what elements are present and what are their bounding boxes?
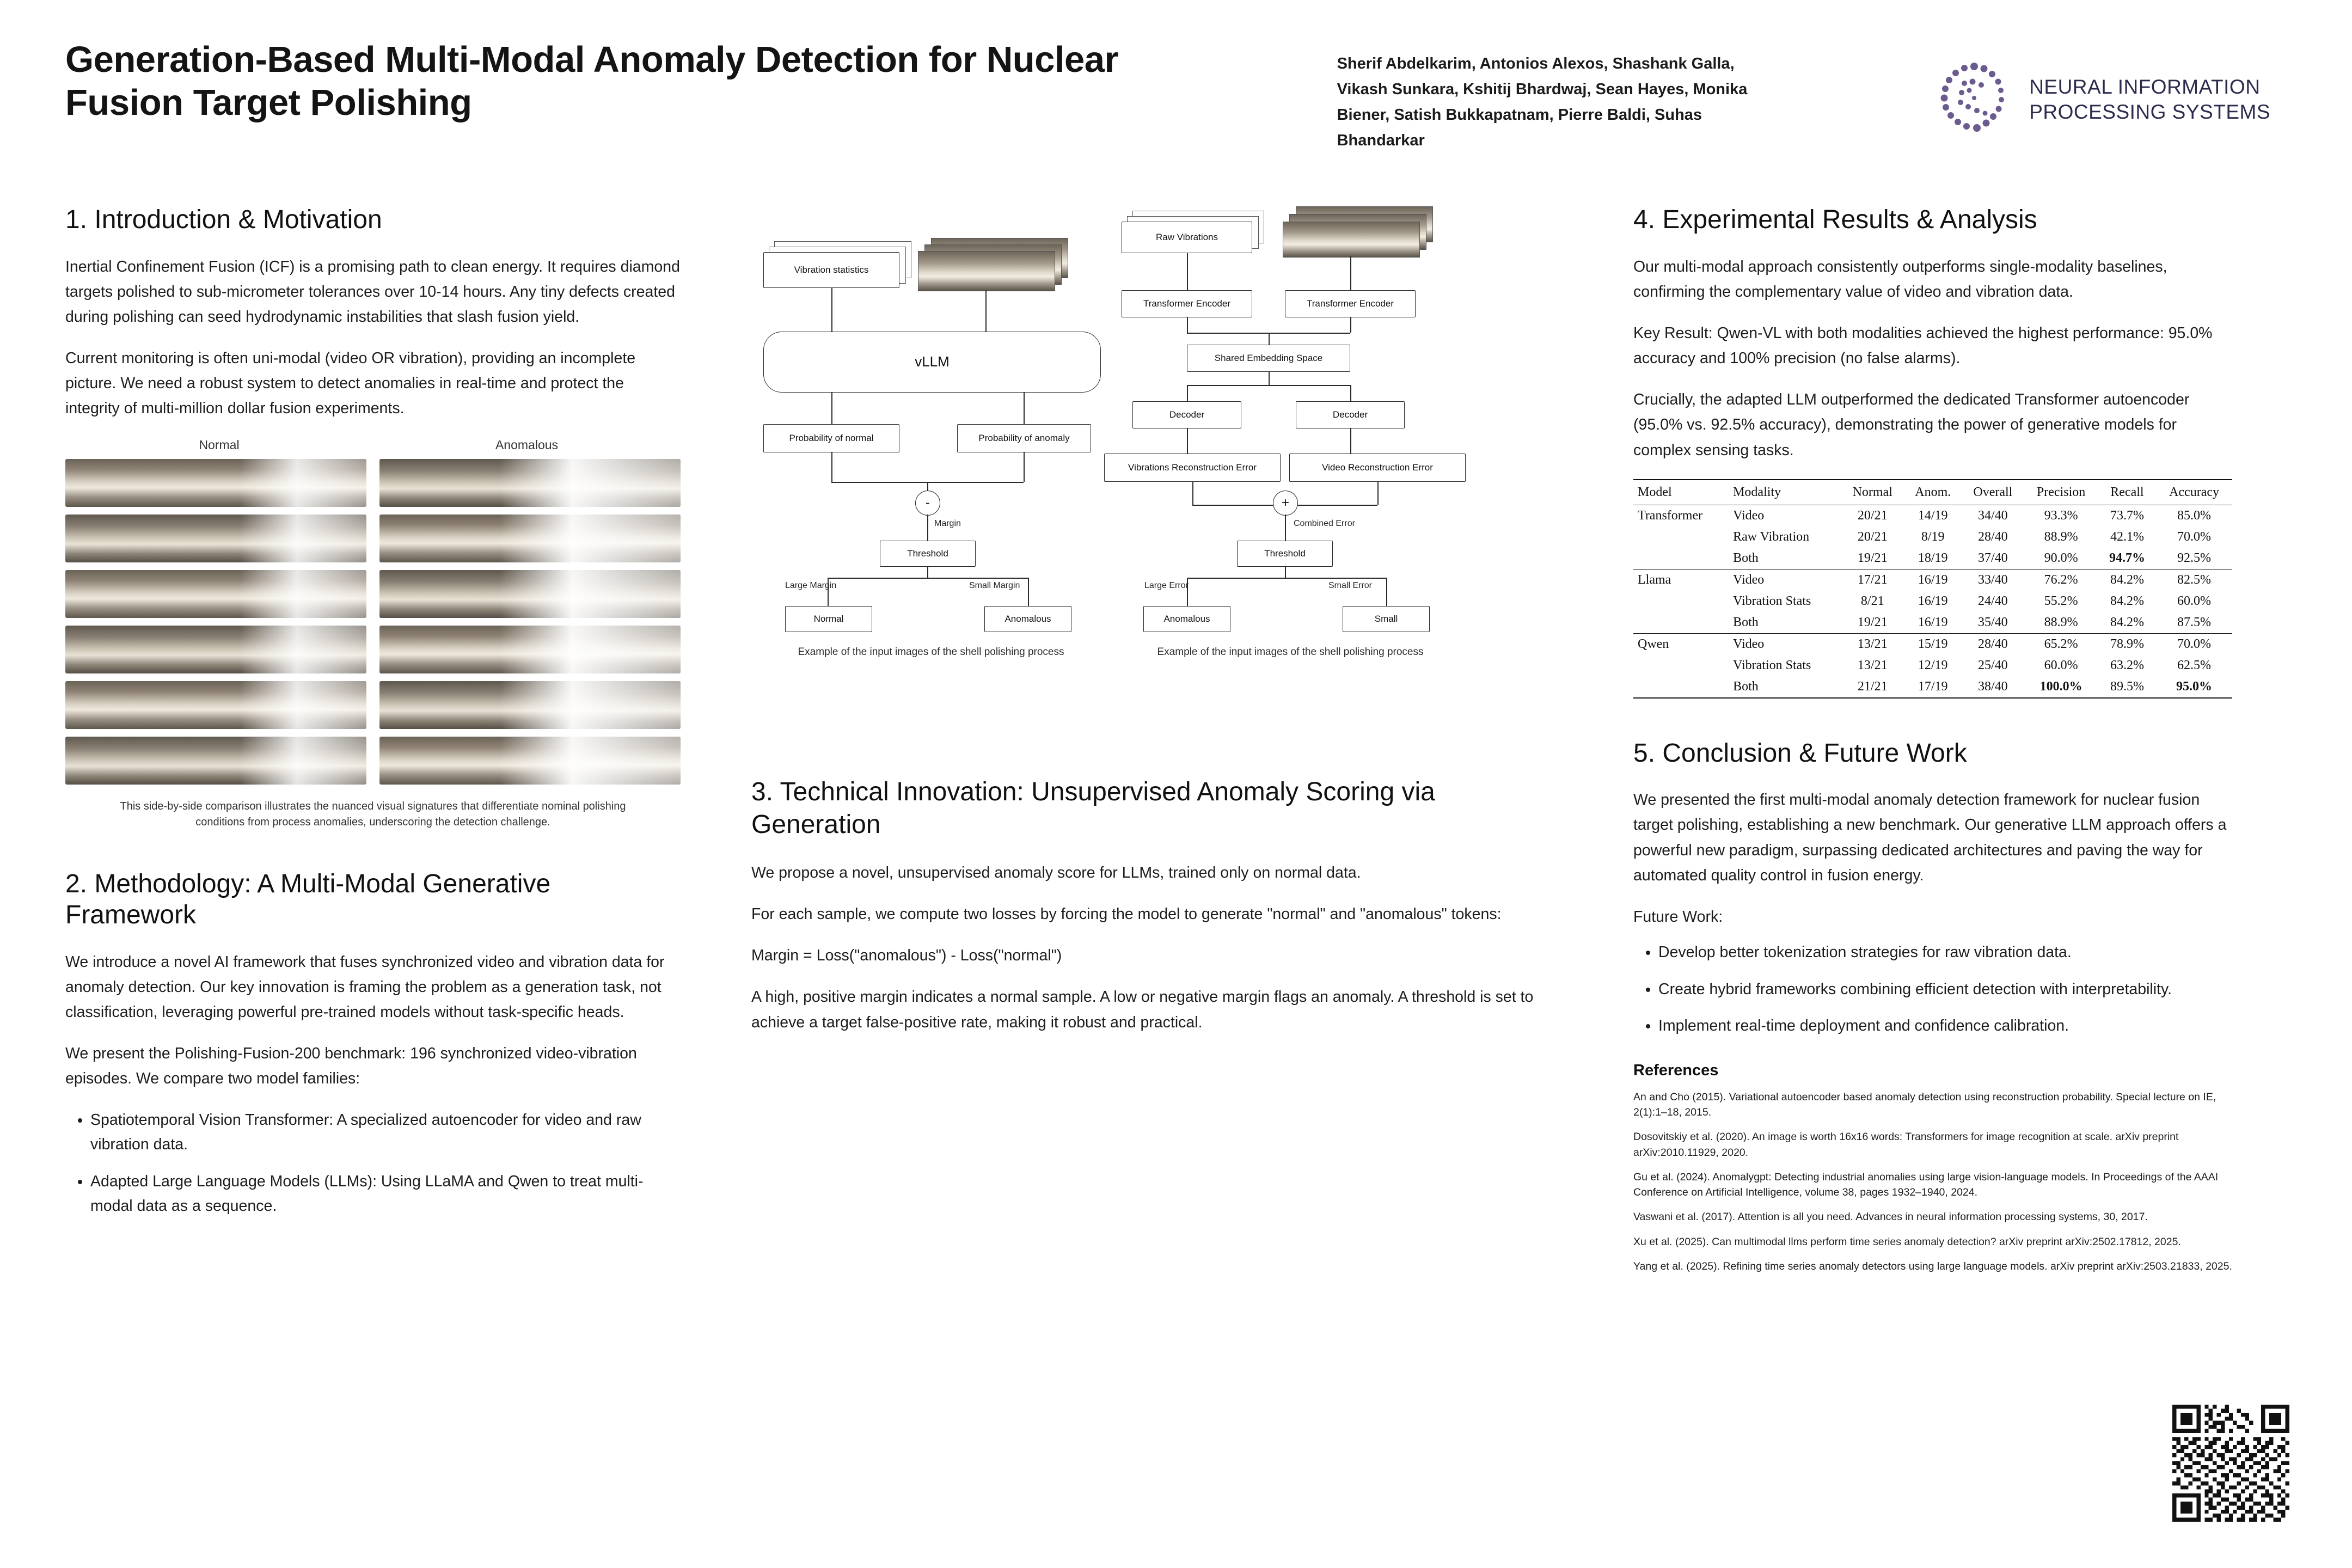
section-1-heading: 1. Introduction & Motivation bbox=[65, 205, 382, 234]
poster-header bbox=[65, 38, 2287, 174]
cell-modality: Both bbox=[1733, 615, 1759, 629]
col-anom: Anom. bbox=[1915, 485, 1951, 499]
architecture-diagram bbox=[751, 204, 1568, 716]
cell-overall: 33/40 bbox=[1978, 572, 2008, 587]
table-row bbox=[1633, 569, 2232, 591]
connector bbox=[1187, 385, 1350, 386]
cell-recall: 84.2% bbox=[2110, 593, 2144, 608]
col-precision: Precision bbox=[2036, 485, 2086, 499]
logo-line-1: NEURAL INFORMATION bbox=[2029, 75, 2261, 98]
table-row bbox=[1633, 676, 2232, 698]
connector bbox=[1024, 393, 1025, 424]
cell-model: Qwen bbox=[1638, 636, 1669, 651]
connector bbox=[1187, 578, 1386, 579]
cell-anom: 16/19 bbox=[1918, 572, 1948, 587]
connector bbox=[1350, 385, 1351, 401]
cell-model: Llama bbox=[1638, 572, 1671, 587]
connector bbox=[1028, 578, 1029, 606]
reference-item: Dosovitskiy et al. (2020). An image is worth 16x16 words: Transformers for image recognition at scale. arXiv preprint arXiv:2010.11929, 2020. bbox=[1633, 1131, 2179, 1159]
sample-frame bbox=[379, 459, 681, 507]
connector bbox=[828, 578, 1028, 579]
node-threshold-left: Threshold bbox=[880, 541, 976, 567]
col-accuracy: Accuracy bbox=[2169, 485, 2219, 499]
node-output-small: Small bbox=[1343, 606, 1430, 632]
node-shared-embedding-space: Shared Embedding Space bbox=[1187, 345, 1350, 372]
cell-normal: 19/21 bbox=[1857, 615, 1888, 629]
reference-item: Xu et al. (2025). Can multimodal llms perform time series anomaly detection? arXiv preprint arXiv:2502.17812, 2025. bbox=[1633, 1235, 2181, 1248]
connector bbox=[927, 567, 928, 578]
node-probability-anomaly: Probability of anomaly bbox=[957, 424, 1091, 452]
section-4-paragraph-3: Crucially, the adapted LLM outperformed the dedicated Transformer autoencoder (95.0% vs. 92.5% accuracy), demonstrating the power of generative models for complex sensing tasks. bbox=[1633, 391, 2190, 459]
column-right bbox=[1601, 204, 2232, 1283]
sample-frame bbox=[65, 737, 366, 785]
section-2-paragraph-1: We introduce a novel AI framework that fuses synchronized video and vibration data for anomaly detection. Our key innovation is framing the problem as a generation task, not classification, leveraging powerful pre-trained models without task-specific heads. bbox=[65, 953, 665, 1021]
node-vibration-statistics: Vibration statistics bbox=[763, 252, 899, 288]
table-row bbox=[1633, 612, 2232, 634]
cell-normal: 21/21 bbox=[1857, 679, 1888, 694]
cell-anom: 14/19 bbox=[1918, 508, 1948, 523]
node-decoder-left: Decoder bbox=[1132, 401, 1241, 428]
node-transformer-encoder-left: Transformer Encoder bbox=[1122, 290, 1252, 317]
cell-normal: 20/21 bbox=[1857, 529, 1888, 544]
cell-anom: 17/19 bbox=[1918, 679, 1948, 694]
cell-modality: Vibration Stats bbox=[1733, 593, 1811, 608]
cell-model bbox=[1633, 612, 1729, 634]
neurips-logo-mark bbox=[1933, 59, 2015, 140]
cell-normal: 19/21 bbox=[1857, 550, 1888, 565]
node-decoder-right: Decoder bbox=[1296, 401, 1405, 428]
section-2-paragraph-2: We present the Polishing-Fusion-200 benchmark: 196 synchronized video-vibration episodes. We compare two model families: bbox=[65, 1045, 637, 1088]
cell-normal: 13/21 bbox=[1857, 636, 1888, 651]
sample-grid-caption: This side-by-side comparison illustrates the nuanced visual signatures that differentiate nominal polishing conditions from process anomalies, underscoring the detection challenge. bbox=[120, 800, 626, 828]
cell-precision: 100.0% bbox=[2039, 679, 2082, 694]
cell-recall: 78.9% bbox=[2110, 636, 2144, 651]
sample-frame bbox=[379, 570, 681, 618]
sample-frame bbox=[65, 514, 366, 562]
cell-precision: 76.2% bbox=[2044, 572, 2078, 587]
sample-frame bbox=[65, 681, 366, 729]
cell-recall: 73.7% bbox=[2110, 508, 2144, 523]
section-4-heading: 4. Experimental Results & Analysis bbox=[1633, 205, 2037, 234]
connector bbox=[1187, 317, 1188, 333]
list-item: • Adapted Large Language Models (LLMs): Using LLaMA and Qwen to treat multi-modal data as a sequence. bbox=[90, 1169, 681, 1219]
section-3-paragraph-1: We propose a novel, unsupervised anomaly score for LLMs, trained only on normal data. bbox=[751, 863, 1361, 881]
cell-model bbox=[1633, 655, 1729, 676]
cell-recall: 84.2% bbox=[2110, 615, 2144, 629]
table-row bbox=[1633, 548, 2232, 569]
connector bbox=[1350, 256, 1351, 290]
diagram-caption-right: Example of the input images of the shell polishing process bbox=[1157, 646, 1424, 658]
node-transformer-encoder-right: Transformer Encoder bbox=[1285, 290, 1416, 317]
normal-image-column bbox=[65, 459, 366, 785]
cell-modality: Video bbox=[1733, 572, 1765, 587]
cell-model bbox=[1633, 548, 1729, 569]
section-4-paragraph-2: Key Result: Qwen-VL with both modalities achieved the highest performance: 95.0% accuracy and 100% precision (no false alarms). bbox=[1633, 324, 2213, 367]
cell-anom: 16/19 bbox=[1918, 593, 1948, 608]
connector bbox=[927, 514, 928, 541]
grid-label-normal: Normal bbox=[199, 437, 240, 452]
connector bbox=[1269, 372, 1270, 385]
node-output-anomalous-right: Anomalous bbox=[1143, 606, 1230, 632]
grid-label-anomalous: Anomalous bbox=[495, 437, 559, 452]
cell-overall: 24/40 bbox=[1978, 593, 2008, 608]
node-output-normal: Normal bbox=[785, 606, 872, 632]
cell-accuracy: 82.5% bbox=[2177, 572, 2212, 587]
cell-anom: 8/19 bbox=[1921, 529, 1945, 544]
col-overall: Overall bbox=[1973, 485, 2013, 499]
node-vibrations-reconstruction-error: Vibrations Reconstruction Error bbox=[1104, 454, 1281, 482]
section-5-paragraph-1: We presented the first multi-modal anomaly detection framework for nuclear fusion target polishing, establishing a new benchmark. Our generative LLM approach offers a powerful new paradigm, surpassing dedicated architectures and paving the way for automated quality control in fusion energy. bbox=[1633, 791, 2227, 884]
cell-precision: 93.3% bbox=[2044, 508, 2078, 523]
cell-modality: Both bbox=[1733, 550, 1759, 565]
cell-accuracy: 92.5% bbox=[2177, 550, 2212, 565]
section-3-formula: Margin = Loss("anomalous") - Loss("normal") bbox=[751, 947, 1062, 965]
cell-accuracy: 60.0% bbox=[2177, 593, 2212, 608]
cell-modality: Both bbox=[1733, 679, 1759, 694]
cell-overall: 38/40 bbox=[1978, 679, 2008, 694]
poster-columns bbox=[65, 204, 2287, 1283]
connector bbox=[1187, 253, 1188, 290]
node-output-anomalous: Anomalous bbox=[984, 606, 1071, 632]
neurips-logo bbox=[1933, 59, 2270, 140]
column-middle bbox=[719, 204, 1601, 1283]
reference-item: Vaswani et al. (2017). Attention is all you need. Advances in neural information processing systems, 30, 2017. bbox=[1633, 1211, 2148, 1223]
column-left bbox=[65, 204, 719, 1283]
cell-overall: 37/40 bbox=[1978, 550, 2008, 565]
connector bbox=[1350, 428, 1351, 454]
sample-frame bbox=[379, 626, 681, 673]
cell-normal: 20/21 bbox=[1857, 508, 1888, 523]
connector bbox=[1285, 514, 1286, 541]
connector bbox=[1377, 482, 1379, 505]
col-normal: Normal bbox=[1852, 485, 1892, 499]
section-1-paragraph-1: Inertial Confinement Fusion (ICF) is a promising path to clean energy. It requires diamond targets polished to sub-micrometer tolerances over 10-14 hours. Any tiny defects created during polishing can seed hydrodynamic instabilities that slash fusion yield. bbox=[65, 258, 680, 326]
cell-anom: 18/19 bbox=[1918, 550, 1948, 565]
cell-precision: 88.9% bbox=[2044, 615, 2078, 629]
section-2-heading: 2. Methodology: A Multi-Modal Generative Framework bbox=[65, 869, 551, 930]
cell-model bbox=[1633, 676, 1729, 698]
video-frame-stack-1 bbox=[918, 251, 1055, 291]
table-row bbox=[1633, 633, 2232, 655]
section-3-heading: 3. Technical Innovation: Unsupervised Anomaly Scoring via Generation bbox=[751, 777, 1435, 840]
connector bbox=[1192, 482, 1193, 505]
cell-model: Transformer bbox=[1638, 508, 1703, 523]
list-item: • Spatiotemporal Vision Transformer: A specialized autoencoder for video and raw vibration data. bbox=[90, 1108, 681, 1157]
video-stack-1 bbox=[1283, 222, 1420, 258]
connector bbox=[1269, 333, 1270, 345]
list-item: • Implement real-time deployment and confidence calibration. bbox=[1658, 1014, 2232, 1039]
table-row bbox=[1633, 505, 2232, 526]
results-table bbox=[1633, 479, 2232, 699]
list-item: • Develop better tokenization strategies for raw vibration data. bbox=[1658, 940, 2232, 965]
sample-frame bbox=[65, 459, 366, 507]
cell-precision: 65.2% bbox=[2044, 636, 2078, 651]
connector bbox=[831, 452, 832, 482]
cell-overall: 34/40 bbox=[1978, 508, 2008, 523]
table-row bbox=[1633, 591, 2232, 612]
cell-modality: Video bbox=[1733, 636, 1765, 651]
reference-item: Gu et al. (2024). Anomalygpt: Detecting industrial anomalies using large vision-language models. In Proceedings of the AAAI Conference on Artificial Intelligence, volume 38, pages 1932–1940, 2024. bbox=[1633, 1171, 2219, 1199]
connector bbox=[927, 482, 928, 491]
sample-frame bbox=[379, 514, 681, 562]
connector bbox=[1187, 428, 1188, 454]
col-recall: Recall bbox=[2110, 485, 2144, 499]
cell-overall: 25/40 bbox=[1978, 658, 2008, 672]
future-work-label: Future Work: bbox=[1633, 908, 1723, 926]
cell-normal: 8/21 bbox=[1860, 593, 1884, 608]
reference-item: Yang et al. (2025). Refining time series anomaly detectors using large language models. arXiv preprint arXiv:2503.21833, 2025. bbox=[1633, 1260, 2232, 1272]
sample-frame bbox=[379, 737, 681, 785]
label-large-margin: Large Margin bbox=[785, 581, 837, 590]
cell-recall: 42.1% bbox=[2110, 529, 2144, 544]
connector bbox=[1350, 317, 1351, 333]
connector bbox=[1187, 385, 1188, 401]
section-2-bullets bbox=[65, 1108, 681, 1219]
cell-accuracy: 70.0% bbox=[2177, 636, 2212, 651]
node-threshold-right: Threshold bbox=[1237, 541, 1333, 567]
cell-precision: 60.0% bbox=[2044, 658, 2078, 672]
neurips-logo-text bbox=[2029, 75, 2270, 125]
sample-frame bbox=[65, 626, 366, 673]
cell-modality: Video bbox=[1733, 508, 1765, 523]
node-video-reconstruction-error: Video Reconstruction Error bbox=[1289, 454, 1466, 482]
sample-frame bbox=[65, 570, 366, 618]
cell-modality: Vibration Stats bbox=[1733, 658, 1811, 672]
node-probability-normal: Probability of normal bbox=[763, 424, 899, 452]
label-small-error: Small Error bbox=[1328, 581, 1373, 590]
label-large-error: Large Error bbox=[1144, 581, 1189, 590]
label-combined-error: Combined Error bbox=[1294, 519, 1355, 528]
cell-accuracy: 95.0% bbox=[2176, 679, 2213, 694]
cell-recall: 94.7% bbox=[2109, 550, 2145, 565]
label-margin: Margin bbox=[934, 519, 961, 528]
connector bbox=[1024, 452, 1025, 482]
node-raw-vibrations: Raw Vibrations bbox=[1122, 222, 1252, 253]
qr-code[interactable] bbox=[2172, 1405, 2289, 1522]
cell-accuracy: 87.5% bbox=[2177, 615, 2212, 629]
cell-overall: 35/40 bbox=[1978, 615, 2008, 629]
table-row bbox=[1633, 655, 2232, 676]
cell-precision: 88.9% bbox=[2044, 529, 2078, 544]
cell-anom: 15/19 bbox=[1918, 636, 1948, 651]
section-5-heading: 5. Conclusion & Future Work bbox=[1633, 738, 1967, 768]
connector bbox=[1285, 567, 1286, 578]
cell-anom: 16/19 bbox=[1918, 615, 1948, 629]
section-1-paragraph-2: Current monitoring is often uni-modal (video OR vibration), providing an incomplete picture. We need a robust system to detect anomalies in real-time and protect the integrity of multi-million dollar fusion experiments. bbox=[65, 350, 636, 418]
cell-precision: 90.0% bbox=[2044, 550, 2078, 565]
cell-recall: 84.2% bbox=[2110, 572, 2144, 587]
connector bbox=[831, 393, 832, 424]
col-modality: Modality bbox=[1733, 485, 1781, 499]
diagram-caption-left: Example of the input images of the shell polishing process bbox=[798, 646, 1064, 658]
label-small-margin: Small Margin bbox=[969, 581, 1020, 590]
cell-recall: 63.2% bbox=[2110, 658, 2144, 672]
anomalous-image-column bbox=[379, 459, 681, 785]
logo-line-2: PROCESSING SYSTEMS bbox=[2029, 101, 2270, 123]
reference-item: An and Cho (2015). Variational autoencoder based anomaly detection using reconstruction probability. Special lecture on IE, 2(1):1–18, 2015. bbox=[1633, 1091, 2216, 1119]
cell-accuracy: 62.5% bbox=[2177, 658, 2212, 672]
page-title: Generation-Based Multi-Modal Anomaly Detection for Nuclear Fusion Target Polishing bbox=[65, 39, 1119, 124]
cell-overall: 28/40 bbox=[1978, 529, 2008, 544]
cell-model bbox=[1633, 591, 1729, 612]
sample-frame bbox=[379, 681, 681, 729]
cell-recall: 89.5% bbox=[2110, 679, 2144, 694]
node-vllm: vLLM bbox=[763, 332, 1101, 393]
cell-anom: 12/19 bbox=[1918, 658, 1948, 672]
sample-image-grid bbox=[65, 438, 681, 830]
connector bbox=[831, 288, 832, 332]
table-row bbox=[1633, 526, 2232, 548]
cell-overall: 28/40 bbox=[1978, 636, 2008, 651]
cell-normal: 13/21 bbox=[1857, 658, 1888, 672]
section-3-paragraph-2: For each sample, we compute two losses by forcing the model to generate "normal" and "anomalous" tokens: bbox=[751, 905, 1502, 923]
section-4-paragraph-1: Our multi-modal approach consistently outperforms single-modality baselines, confirming the complementary value of video and vibration data. bbox=[1633, 258, 2167, 301]
cell-precision: 55.2% bbox=[2044, 593, 2078, 608]
cell-normal: 17/21 bbox=[1857, 572, 1888, 587]
cell-model bbox=[1633, 526, 1729, 548]
connector bbox=[985, 290, 987, 332]
node-add-operator: + bbox=[1273, 491, 1298, 516]
section-3-paragraph-3: A high, positive margin indicates a normal sample. A low or negative margin flags an anomaly. A threshold is set to achieve a target false-positive rate, making it robust and practical. bbox=[751, 988, 1534, 1031]
cell-accuracy: 85.0% bbox=[2177, 508, 2212, 523]
col-model: Model bbox=[1638, 485, 1672, 499]
author-list: Sherif Abdelkarim, Antonios Alexos, Shashank Galla, Vikash Sunkara, Kshitij Bhardwaj, Sean Hayes, Monika Biener, Satish Bukkapatnam, Pierre Baldi, Suhas Bhandarkar bbox=[1337, 55, 1748, 149]
cell-modality: Raw Vibration bbox=[1733, 529, 1810, 544]
list-item: • Create hybrid frameworks combining efficient detection with interpretability. bbox=[1658, 977, 2232, 1002]
cell-accuracy: 70.0% bbox=[2177, 529, 2212, 544]
section-5-bullets bbox=[1633, 940, 2232, 1039]
node-subtract-operator: - bbox=[915, 491, 940, 516]
connector bbox=[1386, 578, 1387, 606]
references-heading: References bbox=[1633, 1061, 1719, 1079]
